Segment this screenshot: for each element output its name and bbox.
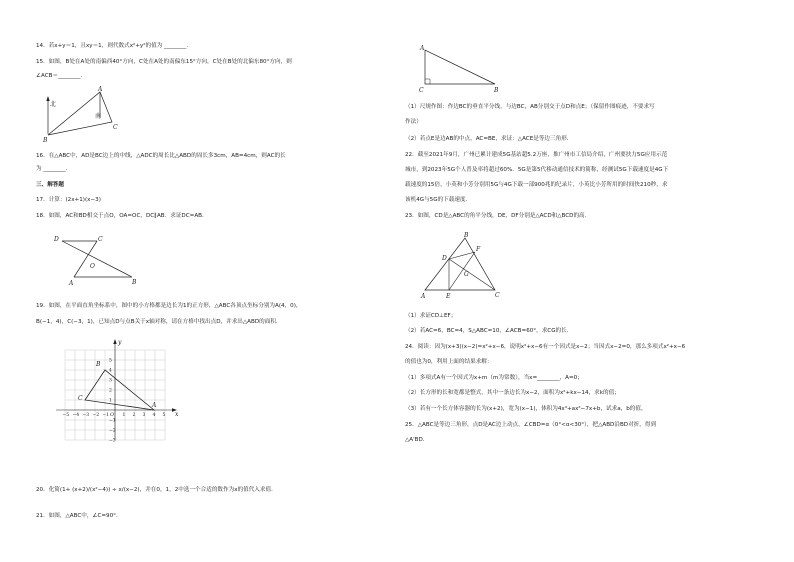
origin-label: O xyxy=(110,412,115,418)
point-b-label: B xyxy=(464,232,469,239)
question-22-line1: 22．截至2021年9月，广州已累计建成5G基站超5.2万座，推广州市工信局介绍，广州要扶力5G应用示范 xyxy=(405,152,668,158)
question-24-part1: （1）多项式A有一个因式为x+m（m为常数），当x=________，A=0； xyxy=(405,375,583,381)
y-tick-label: 1 xyxy=(109,398,112,404)
point-b-label: B xyxy=(494,87,499,94)
point-c-label: C xyxy=(78,395,83,402)
x-tick-label: −4 xyxy=(72,413,80,418)
question-18: 18．如图，AC和BD相交于点O，OA=OC，DC∥AB．求证DC=AB． xyxy=(36,213,208,219)
question-23-part2: （2）若AC=6，BC=4，S△ABC=10，∠ACB=60°，求CG的长． xyxy=(405,328,573,334)
x-tick-label: −5 xyxy=(62,413,70,418)
x-axis-label: x xyxy=(175,411,179,418)
x-tick-label: 5 xyxy=(162,413,166,418)
question-16-line1: 16．在△ABC中，AD是BC边上的中线，△ADC的周长比△ABD的周长多3cm，AB=4cm，则AC的长 xyxy=(36,153,286,159)
figure-q18-crossing xyxy=(52,233,152,289)
question-15-line2: ∠ACB＝________. xyxy=(36,73,83,79)
right-column xyxy=(397,0,794,562)
question-24-line1: 24．阅读：因为(x+3)(x−2)=x²+x−6，说明x²+x−6有一个因式是x−2；当因式x−2=0，那么多项式x²+x−6 xyxy=(405,344,686,350)
x-tick-label: −3 xyxy=(82,413,90,418)
point-d-label: D xyxy=(54,236,59,243)
x-tick-label: 1 xyxy=(122,413,126,418)
point-a-label: A xyxy=(98,86,103,93)
y-axis-arrow xyxy=(113,339,116,344)
question-21: 21．如图，△ABC中，∠C=90°． xyxy=(36,513,122,519)
x-tick-label: 2 xyxy=(132,413,136,418)
question-22-line3: 载速度的15倍，小英和小芳分别用5G与4G下载一部900兆的纪录片，小英比小芳所用的时间快210秒，求 xyxy=(405,182,668,188)
x-tick-label: 3 xyxy=(142,413,146,418)
figure-q15-direction xyxy=(40,84,140,146)
triangle-abc xyxy=(48,92,112,135)
y-tick-label: 3 xyxy=(109,378,112,384)
question-21-part2: （2）若点E是边AB的中点，AC=BE，求证：△ACE是等边三角形． xyxy=(405,136,573,142)
question-23-part1: （1）求证CD⊥EF； xyxy=(405,313,457,319)
figure-q23-angle-bisector xyxy=(417,230,517,304)
question-22-line2: 城市，到2023年5G个人普及率将超过60%．5G是第5代移动通信技术的简称，经测试5G下载速度是4G下 xyxy=(405,167,669,173)
x-tick-label: −1 xyxy=(102,413,110,418)
point-a-label: A xyxy=(69,280,74,287)
point-b-label: B xyxy=(132,279,137,286)
y-axis-label: y xyxy=(118,339,122,346)
point-a-label: A xyxy=(420,45,425,52)
point-c-label: C xyxy=(419,87,424,94)
segment-cd xyxy=(449,259,495,290)
triangle-acb xyxy=(425,50,495,84)
question-24-part3: （3）若有一个长方体容器的长为(x+2)，宽为(x−1)，体积为4x³+ax²−7x+b，试求a，b的值， xyxy=(405,406,647,412)
figure-q21-right-triangle xyxy=(417,42,507,96)
label-north: 北 xyxy=(50,101,57,108)
y-tick-label: −1 xyxy=(109,418,116,424)
point-f-label: F xyxy=(476,246,481,253)
section-heading: 三、解答题 xyxy=(36,182,64,188)
question-23: 23．如图，CD是△ABC的角平分线，DE，DF分别是△ACD和△BCD的高． xyxy=(405,213,591,219)
y-tick-label: 5 xyxy=(109,358,112,364)
triangle-abc xyxy=(425,238,495,290)
right-angle-mark xyxy=(425,79,430,84)
y-tick-label: −3 xyxy=(109,438,116,444)
question-17: 17．计算：(2x+1)(x−3) xyxy=(36,197,101,203)
point-b-label: B xyxy=(96,361,101,368)
point-a-label: A xyxy=(152,402,157,409)
question-24-part2: （2）长方形的长和宽都是整式，其中一条边长为x−2，面积为x²+kx−14，求k的值； xyxy=(405,390,620,396)
y-tick-label: 2 xyxy=(109,388,112,394)
point-b-label: B xyxy=(43,137,48,144)
y-tick-label: 4 xyxy=(109,368,112,374)
question-22-line4: 该机4G与5G的下载速度． xyxy=(405,197,472,203)
question-15-line1: 15．如图，B处在A处的南偏西40°方向，C处在A处的南偏东15°方向，C处在B处的北偏东80°方向，则 xyxy=(36,59,292,65)
question-14: 14．若x+y＝1，且xy＝1，则代数式x²+y²的值为 ________． xyxy=(36,43,193,49)
question-19-line1: 19．如图，在平面直角坐标系中，图中的小方格都是边长为1的正方形，△ABC各顶点坐标分别为A(4，0)， xyxy=(36,303,302,309)
y-tick-label: −2 xyxy=(109,428,116,434)
x-tick-label: 4 xyxy=(152,413,156,418)
point-a-label: A xyxy=(421,293,426,300)
question-19-line2: B(−1，4)，C(−3，1)，已知点D与点B关于x轴对称，请在方格中找出点D，并求出△ABD的面积． xyxy=(36,319,282,325)
segment-db xyxy=(62,241,132,277)
point-e-label: E xyxy=(446,293,451,300)
question-21-part1-line1: （1）尺规作图：作边BC的垂直平分线，与边BC，AB分别交于点D和点E；（保留作图痕迹，不要求写 xyxy=(405,104,655,110)
label-south: 南 xyxy=(95,113,102,120)
figure-q19-coordinate-grid xyxy=(50,336,182,446)
question-16-line2: 为 ________. xyxy=(36,166,68,172)
question-25-line2: △A'BD． xyxy=(405,437,429,443)
question-25-line1: 25．△ABC是等边三角形，点D是AC边上动点，∠CBD=α（0°<α<30°），把△ABD沿BD对折，得到 xyxy=(405,422,657,428)
point-c-label: C xyxy=(495,292,500,299)
point-c-label: C xyxy=(113,124,118,131)
point-c-label: C xyxy=(98,236,103,243)
question-20: 20．化简(1+ (x+2)/(x²−4)) ÷ x/(x−2)，并在0，1，2中选一个合适的数作为x的值代入求值． xyxy=(36,487,277,493)
question-21-part1-line2: 作法） xyxy=(405,119,422,125)
segment-ca xyxy=(74,241,97,277)
question-24-line2: 的值也为0，利用上面的结果求解： xyxy=(405,359,493,365)
point-o-label: O xyxy=(90,263,95,270)
point-g-label: G xyxy=(464,271,469,278)
x-tick-label: −2 xyxy=(92,413,100,418)
point-d-label: D xyxy=(442,255,447,262)
